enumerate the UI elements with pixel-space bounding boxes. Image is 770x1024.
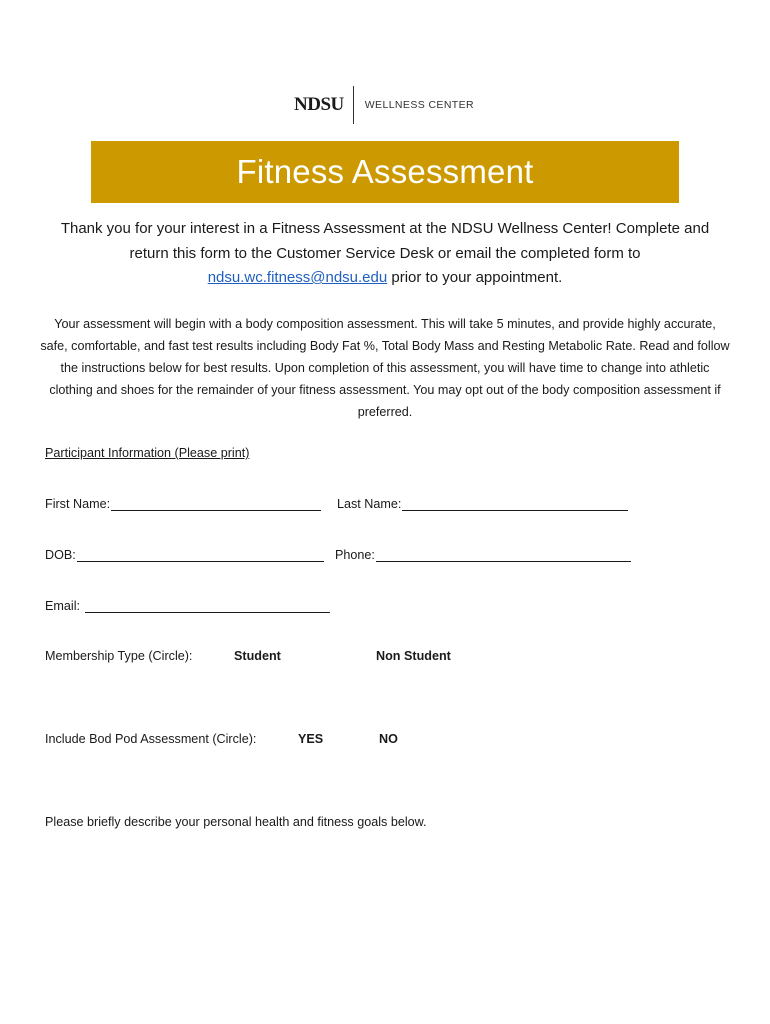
goals-prompt: Please briefly describe your personal health and fitness goals below.: [45, 815, 427, 829]
email-input-line[interactable]: [85, 598, 330, 613]
assessment-description: Your assessment will begin with a body composition assessment. This will take 5 minutes, and provide highly accurate, safe, comfortable, and fast test results including Body Fat %, Total Body Mass and Resting Metabolic Rate. Read and follow the instructions below for best results. Upon completion of this assessment, you will have time to change into athletic clothing and shoes for the remainder of your fitness assessment. You may opt out of the body composition assessment if preferred.: [40, 317, 730, 419]
last-name-input-line[interactable]: [402, 496, 628, 511]
phone-label: Phone:: [335, 548, 375, 562]
last-name-field: [337, 496, 628, 511]
last-name-label: Last Name:: [337, 497, 402, 511]
logo-subtitle: WELLNESS CENTER: [364, 99, 475, 111]
dob-input-line[interactable]: [77, 547, 324, 562]
dob-field: [45, 547, 324, 562]
phone-input-line[interactable]: [376, 547, 631, 562]
logo-mark: NDSU: [294, 94, 344, 115]
first-name-input-line[interactable]: [111, 496, 321, 511]
bodpod-option-no[interactable]: NO: [379, 732, 398, 746]
membership-option-student[interactable]: Student: [234, 649, 281, 663]
bodpod-option-yes[interactable]: YES: [298, 732, 324, 746]
email-link[interactable]: ndsu.wc.fitness@ndsu.edu: [207, 269, 388, 286]
intro-text-before: Thank you for your interest in a Fitness Assessment at the NDSU Wellness Center! Complete and return this form to the Customer Service Desk or email the completed form to: [60, 220, 710, 262]
ndsu-wellness-logo: [294, 86, 474, 124]
membership-option-non-student[interactable]: Non Student: [376, 649, 451, 663]
phone-field: [335, 547, 631, 562]
membership-type-label: Membership Type (Circle):: [45, 649, 193, 663]
first-name-field: [45, 496, 321, 511]
intro-text-after: prior to your appointment.: [387, 269, 563, 286]
email-field: [45, 598, 330, 613]
bodpod-label: Include Bod Pod Assessment (Circle):: [45, 732, 257, 746]
participant-info-heading: Participant Information (Please print): [45, 446, 250, 460]
first-name-label: First Name:: [45, 497, 111, 511]
page-title: Fitness Assessment: [236, 153, 534, 190]
dob-label: DOB:: [45, 548, 76, 562]
title-banner: [91, 141, 679, 203]
email-label: Email:: [45, 599, 84, 613]
intro-paragraph: [40, 217, 730, 291]
logo-divider: [353, 86, 354, 124]
